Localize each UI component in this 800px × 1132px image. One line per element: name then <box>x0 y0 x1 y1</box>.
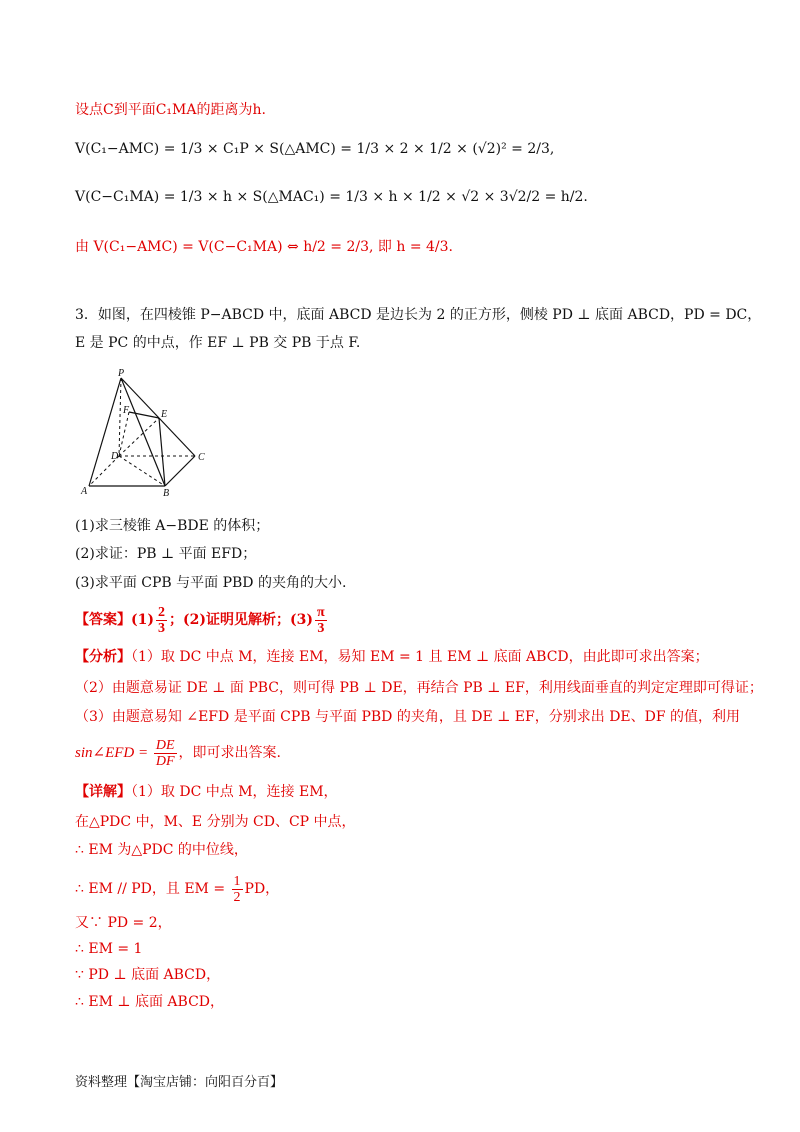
analysis-line-3: （3）由题意易知 ∠EFD 是平面 CPB 与平面 PBD 的夹角，且 DE ⊥ EF，分别求出 DE、DF 的值，利用 <box>75 709 741 725</box>
edge-DF <box>119 412 129 456</box>
analysis-sin-pre: sin∠EFD = <box>75 745 152 761</box>
edge-BC <box>165 456 195 486</box>
analysis-line-2: （2）由题意易证 DE ⊥ 面 PBC，则可得 PB ⊥ DE，再结合 PB ⊥ EF，利用线面垂直的判定定理即可得证； <box>75 680 763 696</box>
analysis-tag: 【分析】 <box>75 649 131 665</box>
detail-line-2: 在△PDC 中，M、E 分别为 CD、CP 中点， <box>75 814 356 830</box>
answer-frac3-den: 3 <box>317 620 325 636</box>
analysis-line-1 <box>75 646 709 668</box>
detail-line-1 <box>75 781 338 803</box>
top-line-3: V(C−C₁MA) = 1/3 × h × S(△MAC₁) = 1/3 × h × 1/2 × √2 × 3√2/2 = h/2. <box>75 189 588 205</box>
label-F: F <box>123 405 130 416</box>
answer-part-2: ；(2)证明见解析；(3) <box>169 612 313 628</box>
pyramid-figure <box>75 368 215 498</box>
edge-PD <box>119 378 121 456</box>
answer-fraction-3 <box>315 605 327 636</box>
detail-frac-num: 1 <box>233 873 241 889</box>
problem-stem-2: E 是 PC 的中点，作 EF ⊥ PB 交 PB 于点 F. <box>75 335 361 351</box>
answer-tag: 【答案】 <box>75 612 131 628</box>
answer-frac1-num: 2 <box>158 604 165 620</box>
answer-fraction-1 <box>156 605 167 636</box>
question-1: (1)求三棱锥 A−BDE 的体积； <box>75 518 270 534</box>
detail-line4-post: PD， <box>244 881 280 897</box>
detail-frac-den: 2 <box>233 889 241 905</box>
analysis-line-4 <box>75 736 281 770</box>
detail-text-1: （1）取 DC 中点 M，连接 EM， <box>131 784 338 800</box>
top-line-1: 设点C到平面C₁MA的距离为h. <box>75 102 266 118</box>
analysis-text-1: （1）取 DC 中点 M，连接 EM，易知 EM = 1 且 EM ⊥ 底面 ABCD，由此即可求出答案； <box>131 649 709 665</box>
edge-DB <box>119 456 165 486</box>
detail-line-8: ∴ EM ⊥ 底面 ABCD， <box>75 994 225 1010</box>
answer-frac3-num: π <box>316 604 325 620</box>
problem-stem-1: 3．如图，在四棱锥 P−ABCD 中，底面 ABCD 是边长为 2 的正方形，侧棱 PD ⊥ 底面 ABCD，PD = DC， <box>75 307 762 323</box>
detail-line4-pre: ∴ EM // PD，且 EM = <box>75 881 230 897</box>
detail-line-6: ∴ EM = 1 <box>75 941 143 957</box>
label-D: D <box>111 451 119 462</box>
edge-PB <box>121 378 168 486</box>
question-2: (2)求证：PB ⊥ 平面 EFD； <box>75 546 257 562</box>
analysis-fraction <box>154 738 177 769</box>
label-B: B <box>163 488 170 498</box>
label-C: C <box>198 452 205 463</box>
detail-line-7: ∵ PD ⊥ 底面 ABCD， <box>75 967 221 983</box>
footer-text: 资料整理【淘宝店铺：向阳百分百】 <box>75 1075 284 1090</box>
label-E: E <box>161 409 168 420</box>
detail-line-3: ∴ EM 为△PDC 的中位线， <box>75 842 248 858</box>
detail-tag: 【详解】 <box>75 784 131 800</box>
detail-line-4 <box>75 872 279 906</box>
detail-fraction <box>232 874 243 905</box>
analysis-frac-num: DE <box>155 737 175 753</box>
answer-line <box>75 603 329 637</box>
label-P: P <box>118 368 125 379</box>
edge-EB <box>159 418 165 486</box>
label-A: A <box>81 486 88 497</box>
answer-frac1-den: 3 <box>158 620 165 636</box>
answer-part-1: (1) <box>131 612 154 628</box>
analysis-sin-post: ，即可求出答案. <box>178 745 281 761</box>
top-line-4: 由 V(C₁−AMC) = V(C−C₁MA) ⇔ h/2 = 2/3, 即 h = 4/3. <box>75 239 453 255</box>
analysis-frac-den: DF <box>155 753 175 769</box>
edge-EC <box>159 418 195 456</box>
question-3: (3)求平面 CPB 与平面 PBD 的夹角的大小. <box>75 575 347 591</box>
top-line-2: V(C₁−AMC) = 1/3 × C₁P × S(△AMC) = 1/3 × 2 × 1/2 × (√2)² = 2/3, <box>75 141 555 157</box>
detail-line-5: 又∵ PD = 2， <box>75 915 172 931</box>
